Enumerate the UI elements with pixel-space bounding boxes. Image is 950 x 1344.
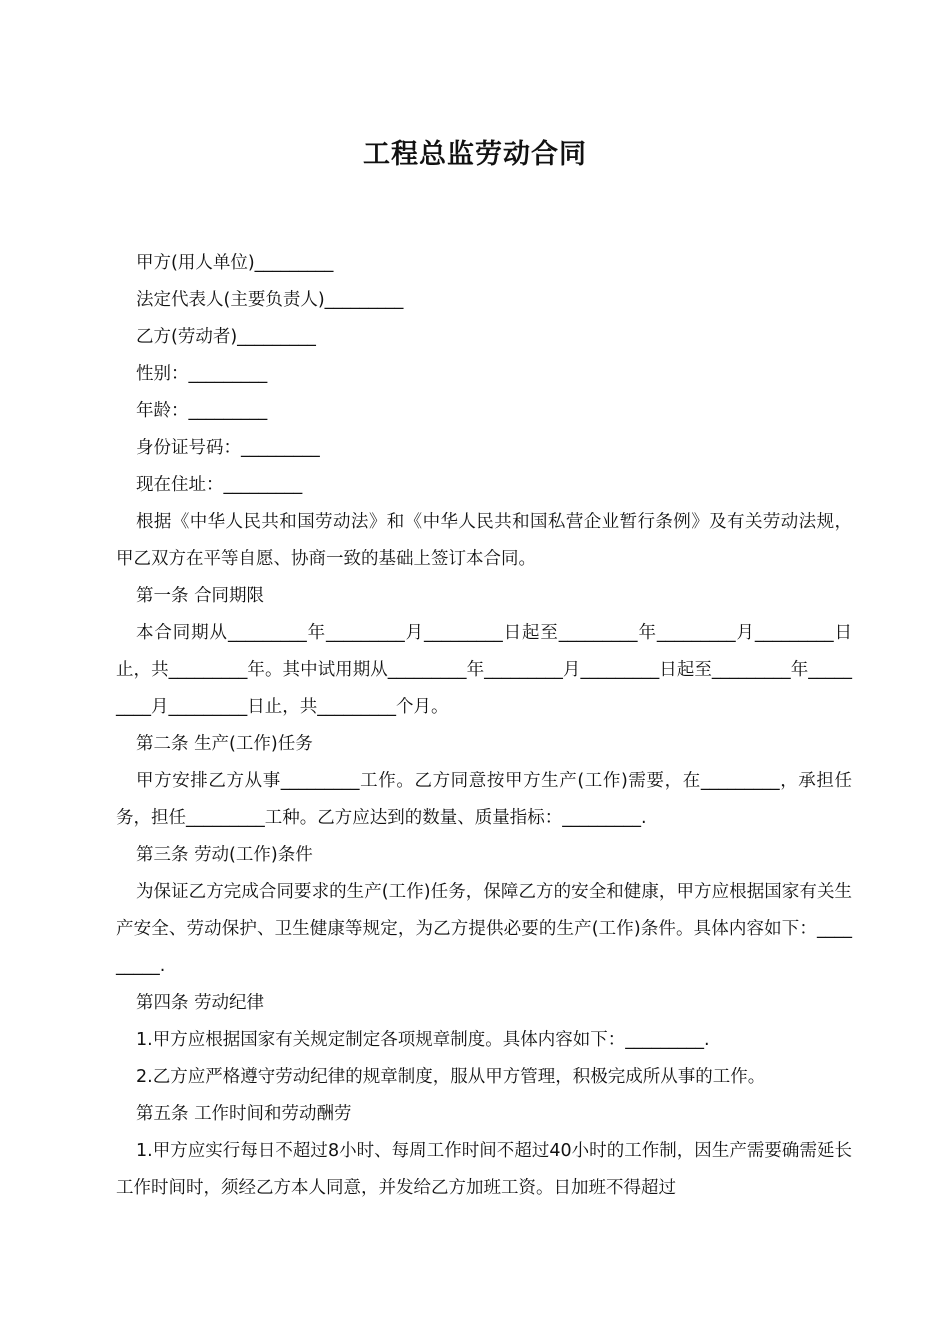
field-address: 现在住址：_________ [136, 475, 303, 495]
article-2-text: 甲方安排乙方从事_________工作。乙方同意按甲方生产(工作)需要，在_________，承担任务，担任_________工种。乙方应达到的数量、质量指标：_________. [116, 771, 852, 828]
article-3-text: 为保证乙方完成合同要求的生产(工作)任务，保障乙方的安全和健康，甲方应根据国家有关生产安全、劳动保护、卫生健康等规定，为乙方提供必要的生产(工作)条件。具体内容如下：_________. [116, 882, 852, 976]
field-party-b: 乙方(劳动者)_________ [136, 327, 316, 347]
field-legal-representative: 法定代表人(主要负责人)_________ [136, 290, 404, 310]
article-3-heading: 第三条 劳动(工作)条件 [136, 845, 313, 865]
article-4-item-2: 2.乙方应严格遵守劳动纪律的规章制度，服从甲方管理，积极完成所从事的工作。 [136, 1067, 766, 1087]
article-5-item-1: 1.甲方应实行每日不超过8小时、每周工作时间不超过40小时的工作制，因生产需要确需延长工作时间时，须经乙方本人同意，并发给乙方加班工资。日加班不得超过 [116, 1141, 852, 1198]
document-body [116, 245, 852, 1207]
article-1-heading: 第一条 合同期限 [136, 586, 265, 606]
field-id-number: 身份证号码：_________ [136, 438, 320, 458]
article-5-heading: 第五条 工作时间和劳动酬劳 [136, 1104, 352, 1124]
field-age: 年龄：_________ [136, 401, 268, 421]
field-gender: 性别：_________ [136, 364, 268, 384]
preamble-paragraph: 根据《中华人民共和国劳动法》和《中华人民共和国私营企业暂行条例》及有关劳动法规，甲乙双方在平等自愿、协商一致的基础上签订本合同。 [116, 512, 852, 569]
article-2-heading: 第二条 生产(工作)任务 [136, 734, 313, 754]
article-4-heading: 第四条 劳动纪律 [136, 993, 265, 1013]
document-title: 工程总监劳动合同 [363, 139, 587, 170]
field-party-a: 甲方(用人单位)_________ [136, 253, 334, 273]
article-4-item-1: 1.甲方应根据国家有关规定制定各项规章制度。具体内容如下：_________. [136, 1030, 710, 1050]
article-1-text: 本合同期从_________年_________月_________日起至_________年_________月_________日止，共_________年。其中试用期从_________年_________月_________日起至_________年_________月_________日止，共_________个月。 [116, 623, 852, 717]
